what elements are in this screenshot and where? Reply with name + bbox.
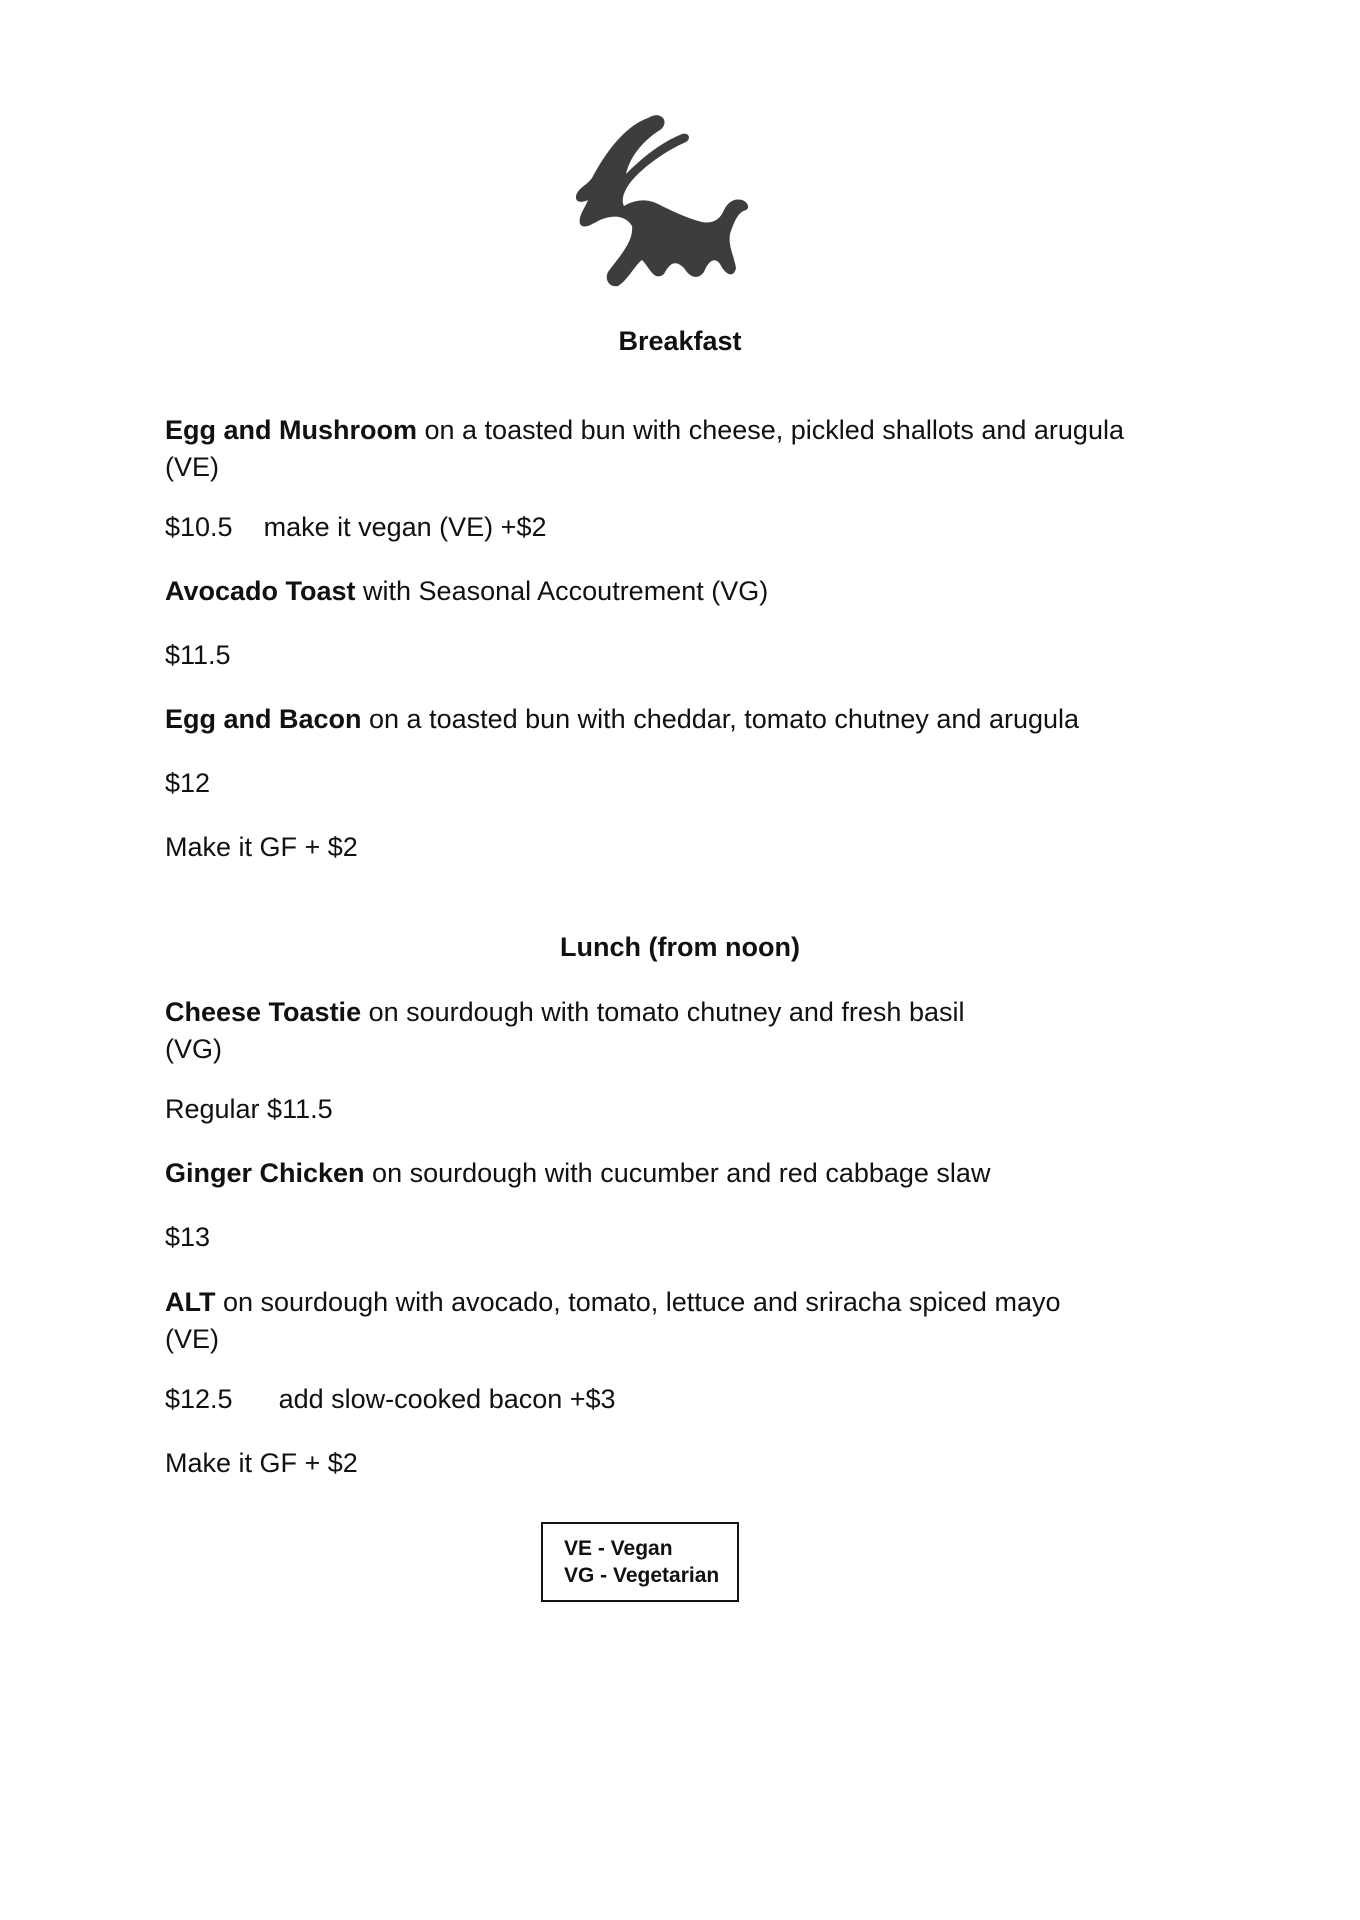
menu-item-description: on a toasted bun with cheddar, tomato chutney and arugula: [361, 704, 1080, 734]
menu-item-cheese-toastie: [165, 994, 1165, 1031]
menu-item-description: on sourdough with avocado, tomato, lettuce and sriracha spiced mayo: [215, 1287, 1061, 1317]
menu-item-price: $11.5: [165, 640, 231, 670]
menu-item-avocado-toast: [165, 573, 1165, 610]
menu-item-name: Avocado Toast: [165, 576, 356, 606]
menu-item-option: make it vegan (VE) +$2: [263, 512, 547, 542]
menu-item-tag: (VG): [165, 1034, 222, 1064]
menu-item-ginger-chicken: [165, 1155, 1165, 1192]
legend-vegan: VE - Vegan: [564, 1537, 673, 1560]
goat-logo-icon: [570, 112, 760, 302]
menu-item-name: Egg and Mushroom: [165, 415, 417, 445]
menu-item-option: Make it GF + $2: [165, 1448, 358, 1478]
menu-item-tag: (VE): [165, 1324, 219, 1354]
legend-vegetarian: VG - Vegetarian: [564, 1564, 720, 1587]
diet-legend-box: [541, 1522, 739, 1602]
menu-item-description: on sourdough with tomato chutney and fresh basil: [361, 997, 965, 1027]
menu-item-name: Egg and Bacon: [165, 704, 362, 734]
menu-item-price-line: [165, 1381, 1165, 1418]
menu-item-price: $12: [165, 768, 211, 798]
menu-item-name: ALT: [165, 1287, 216, 1317]
menu-item-price: Regular $11.5: [165, 1094, 333, 1124]
menu-item-description: with Seasonal Accoutrement (VG): [355, 576, 769, 606]
lunch-heading: Lunch (from noon): [560, 932, 800, 962]
menu-item-tag: (VE): [165, 452, 219, 482]
menu-item-description: on sourdough with cucumber and red cabbage slaw: [364, 1158, 991, 1188]
breakfast-heading: Breakfast: [618, 326, 742, 356]
menu-item-price: $12.5: [165, 1384, 233, 1414]
menu-item-price-line: [165, 509, 1165, 546]
menu-item-price: $13: [165, 1222, 211, 1252]
menu-item-name: Cheese Toastie: [165, 997, 362, 1027]
menu-item-egg-and-bacon: [165, 701, 1165, 738]
menu-item-name: Ginger Chicken: [165, 1158, 365, 1188]
menu-item-alt: [165, 1284, 1165, 1321]
menu-item-description: on a toasted bun with cheese, pickled shallots and arugula: [417, 415, 1124, 445]
menu-item-price: $10.5: [165, 512, 233, 542]
menu-item-egg-and-mushroom: [165, 412, 1165, 449]
menu-item-option: Make it GF + $2: [165, 832, 358, 862]
menu-item-option: add slow-cooked bacon +$3: [278, 1384, 616, 1414]
